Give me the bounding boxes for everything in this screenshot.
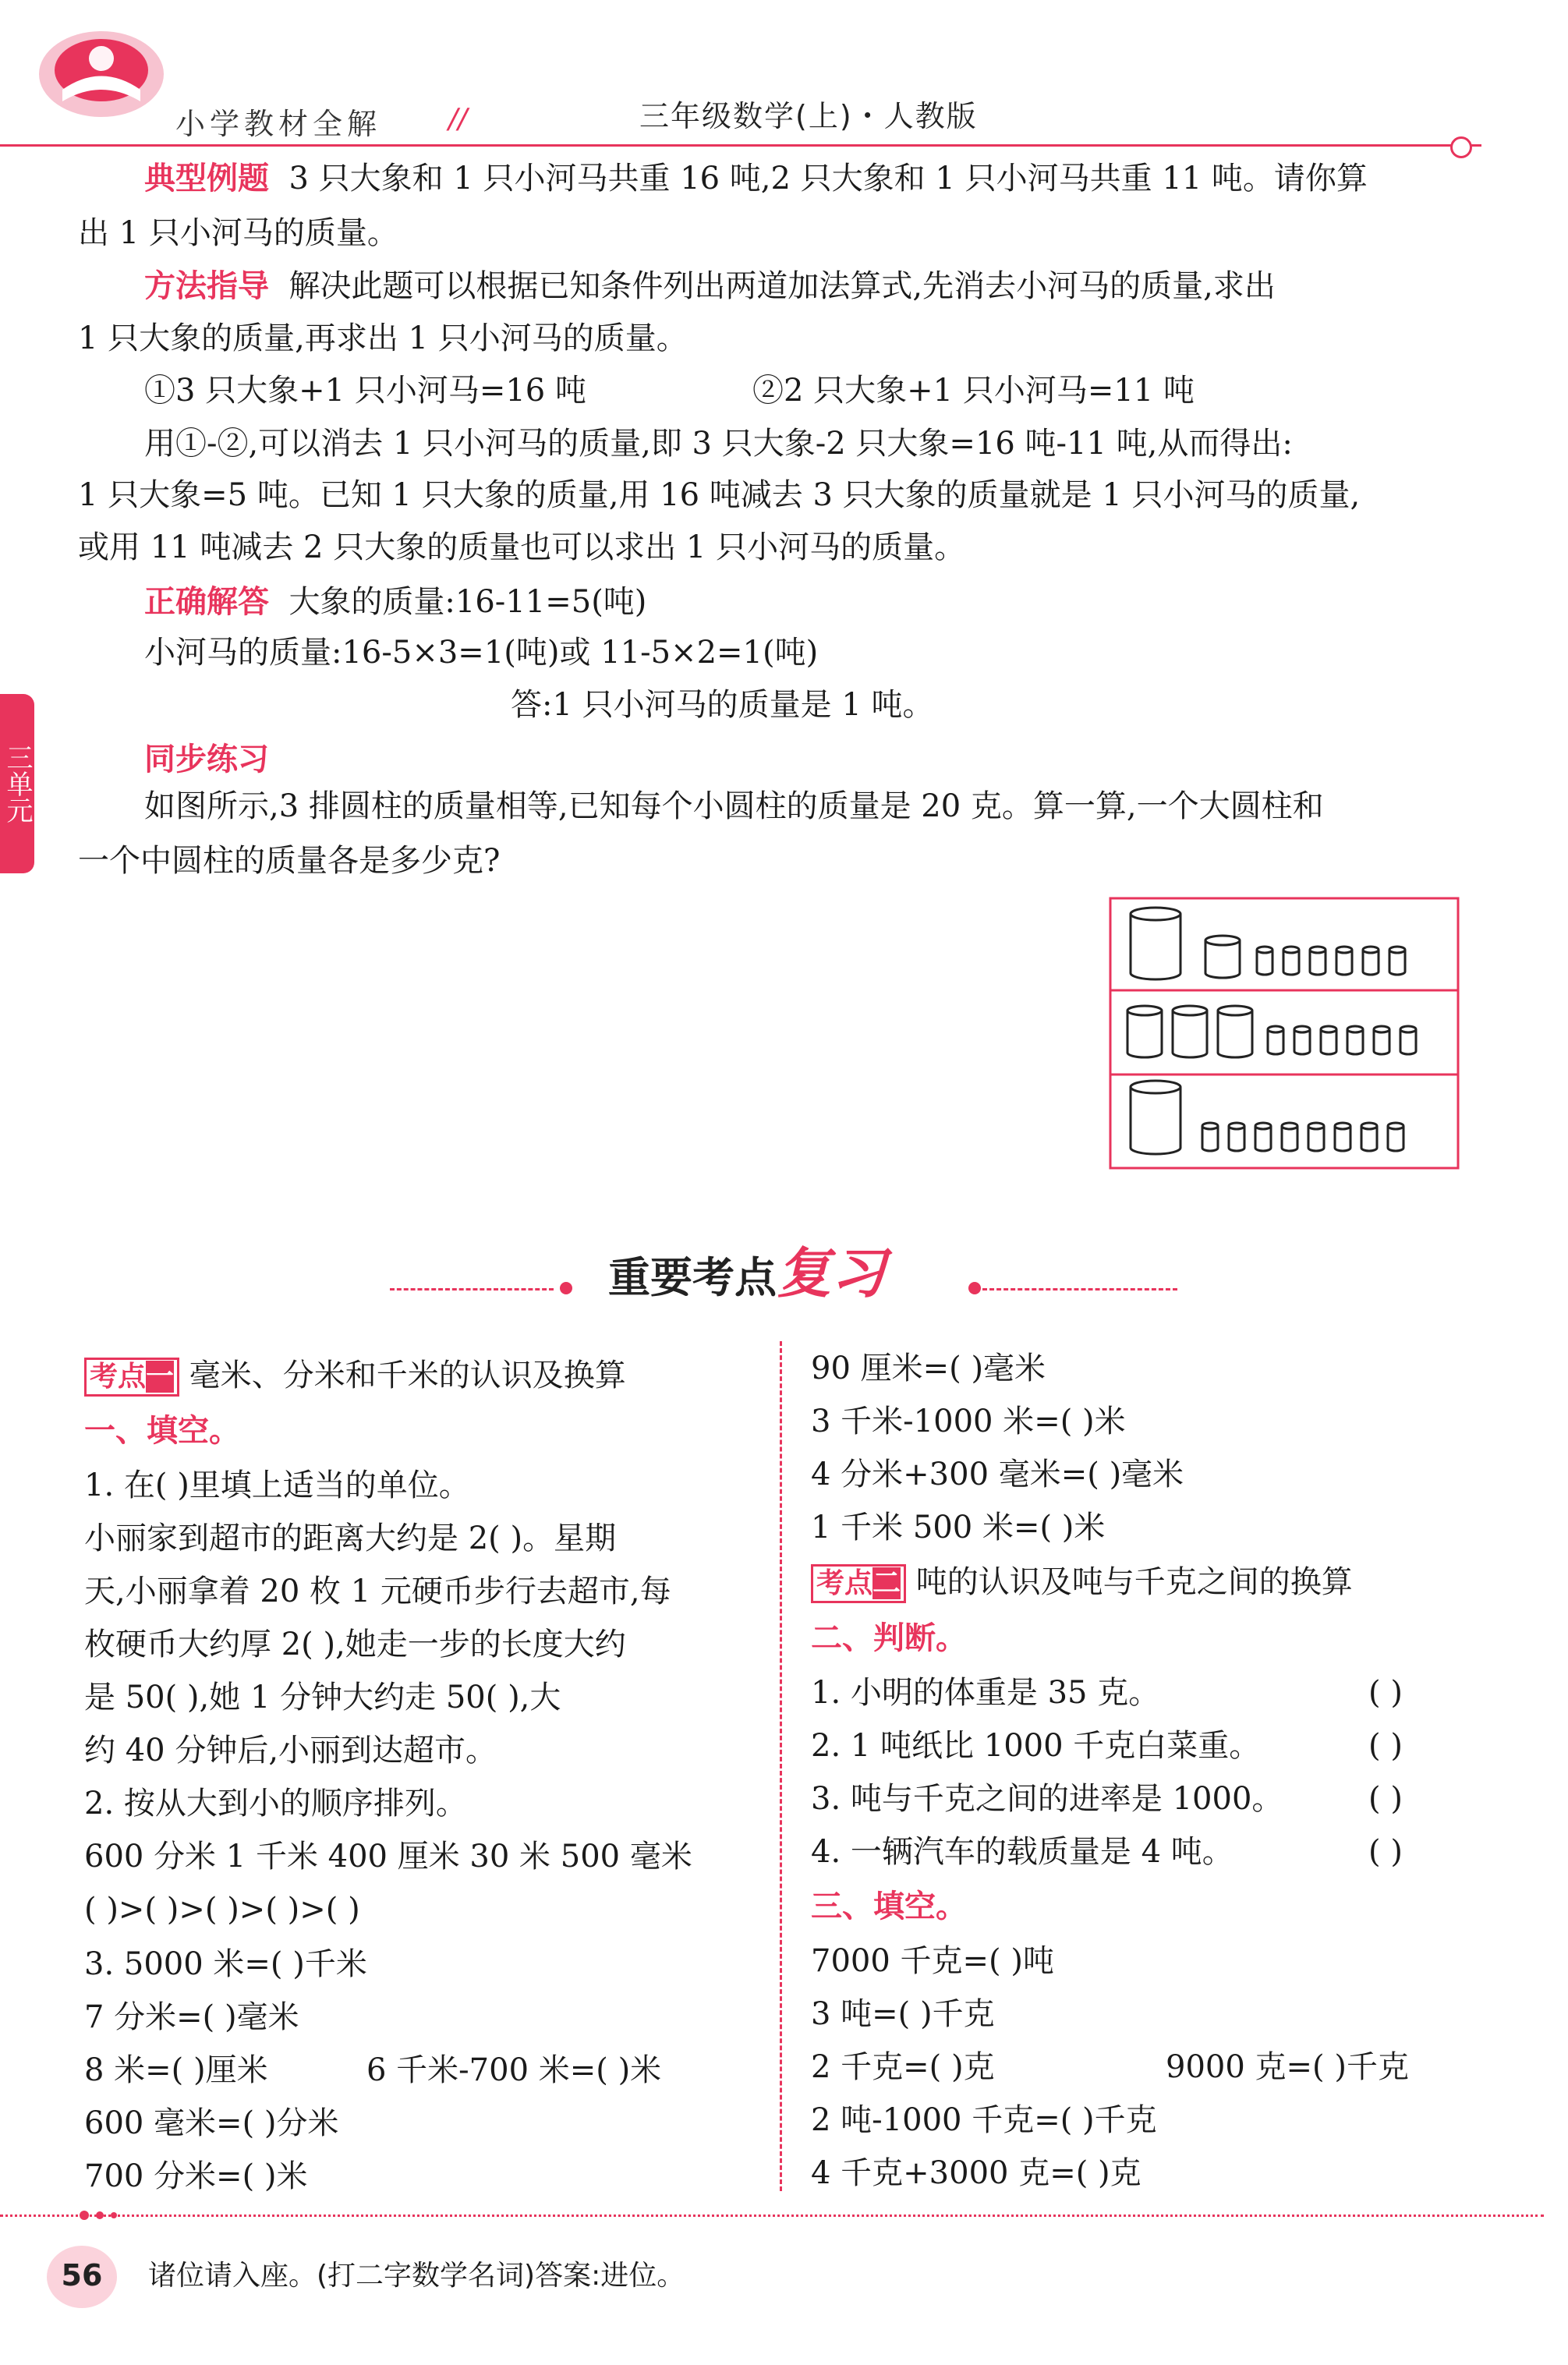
judge-bracket-1[interactable]: ( ) <box>1368 1675 1403 1711</box>
header-logo <box>31 16 172 125</box>
example-label: 典型例题 <box>144 161 269 196</box>
footer-rule <box>0 2215 1544 2217</box>
left-section1-title: 一、填空。 <box>84 1413 240 1449</box>
header-series: 小学教材全解 <box>175 107 382 141</box>
method-eq1: ①3 只大象+1 只小河马=16 吨 <box>144 373 586 409</box>
judge-bracket-4[interactable]: ( ) <box>1368 1834 1403 1870</box>
left-q3-line1: 7 分米=( )毫米 <box>84 1999 299 2035</box>
banner-dot-left-icon <box>560 1282 572 1294</box>
right-r4: 1 千米 500 米=( )米 <box>811 1510 1106 1545</box>
kaodian2-heading <box>811 1560 1353 1605</box>
left-q1-line4: 是 50( ),她 1 分钟大约走 50( ),大 <box>84 1680 561 1715</box>
cylinder-figure <box>1109 897 1460 1170</box>
answer-line2: 小河马的质量:16-5×3=1(吨)或 11-5×2=1(吨) <box>144 635 819 671</box>
banner-dotted-right <box>982 1288 1177 1290</box>
answer-line3: 答:1 只小河马的质量是 1 吨。 <box>511 687 934 723</box>
practice-line2: 一个中圆柱的质量各是多少克? <box>78 843 501 879</box>
method-eq2: ②2 只大象+1 只小河马=11 吨 <box>752 373 1195 409</box>
banner-dotted-left <box>390 1288 554 1290</box>
judge-item-1: 1. 小明的体重是 35 克。 <box>811 1675 1160 1711</box>
right-f4: 2 吨-1000 千克=( )千克 <box>811 2102 1157 2138</box>
small-cylinders-row1 <box>1257 947 1405 975</box>
header-slash-icon: // <box>448 103 468 135</box>
kaodian1-badge: 考点一 <box>84 1358 179 1397</box>
banner-title <box>608 1230 886 1308</box>
example-text: 3 只大象和 1 只小河马共重 16 吨,2 只大象和 1 只小河马共重 11 吨。请你算 <box>288 161 1368 196</box>
right-f3b: 9000 克=( )千克 <box>1166 2049 1409 2085</box>
practice-line1: 如图所示,3 排圆柱的质量相等,已知每个小圆柱的质量是 20 克。算一算,一个大圆柱和 <box>144 788 1324 824</box>
left-q3: 3. 5000 米=( )千米 <box>84 1946 367 1982</box>
left-q2-items: 600 分米 1 千米 400 厘米 30 米 500 毫米 <box>84 1839 692 1875</box>
left-q2: 2. 按从大到小的顺序排列。 <box>84 1786 467 1822</box>
medium-cylinder-icon <box>1205 936 1240 978</box>
left-q3-line2b: 6 千米-700 米=( )米 <box>366 2052 662 2088</box>
left-q1-line2: 天,小丽拿着 20 枚 1 元硬币步行去超市,每 <box>84 1574 671 1609</box>
method-line3: 用①-②,可以消去 1 只小河马的质量,即 3 只大象-2 只大象=16 吨-11 吨,从而得出: <box>144 426 1293 462</box>
method-line2: 1 只大象的质量,再求出 1 只小河马的质量。 <box>78 320 688 356</box>
example-line1 <box>144 156 1368 201</box>
practice-label: 同步练习 <box>144 742 269 777</box>
cylinder-diagram <box>1109 897 1460 1170</box>
right-f1: 7000 千克=( )吨 <box>811 1943 1054 1979</box>
right-r3: 4 分米+300 毫米=( )毫米 <box>811 1457 1184 1492</box>
judge-item-4: 4. 一辆汽车的载质量是 4 吨。 <box>811 1834 1234 1870</box>
judge-bracket-2[interactable]: ( ) <box>1368 1728 1403 1764</box>
left-q3-line3: 600 毫米=( )分米 <box>84 2105 339 2141</box>
page-number: 56 <box>61 2258 103 2292</box>
method-text: 解决此题可以根据已知条件列出两道加法算式,先消去小河马的质量,求出 <box>288 268 1276 304</box>
kaodian1-title: 毫米、分米和千米的认识及换算 <box>189 1358 626 1393</box>
answer-text: 大象的质量:16-11=5(吨) <box>288 584 647 620</box>
footer-riddle: 诸位请入座。(打二字数学名词)答案:进位。 <box>148 2260 685 2292</box>
kaodian1-heading <box>84 1353 626 1398</box>
small-cylinders-row2 <box>1268 1026 1416 1054</box>
big-cylinder-icon <box>1131 908 1180 979</box>
method-line4: 1 只大象=5 吨。已知 1 只大象的质量,用 16 吨减去 3 只大象的质量就是 1 只小河马的质量, <box>78 477 1361 513</box>
banner-title-part2: 复习 <box>777 1241 886 1305</box>
left-q3-line4: 700 分米=( )米 <box>84 2158 308 2194</box>
header-rule-dot <box>1450 136 1472 158</box>
column-divider <box>780 1341 782 2191</box>
left-q3-line2a: 8 米=( )厘米 <box>84 2052 268 2088</box>
kaodian2-badge: 考点二 <box>811 1564 906 1603</box>
banner-title-part1: 重要考点 <box>608 1253 777 1302</box>
example-line2: 出 1 只小河马的质量。 <box>78 215 398 251</box>
header-rule <box>0 144 1481 147</box>
left-q1-line3: 枚硬币大约厚 2( ),她走一步的长度大约 <box>84 1627 626 1662</box>
answer-label: 正确解答 <box>144 584 269 620</box>
small-cylinders-row3 <box>1202 1123 1403 1151</box>
judge-item-3: 3. 吨与千克之间的进率是 1000。 <box>811 1781 1283 1817</box>
unit-side-tab: 三单元 <box>0 694 34 873</box>
method-line5: 或用 11 吨减去 2 只大象的质量也可以求出 1 只小河马的质量。 <box>78 529 966 565</box>
judge-item-2: 2. 1 吨纸比 1000 千克白菜重。 <box>811 1728 1261 1764</box>
left-q2-blanks: ( )>( )>( )>( )>( ) <box>84 1892 360 1928</box>
medium-cylinders-row2 <box>1127 1006 1252 1057</box>
method-line1 <box>144 264 1276 309</box>
footer-rule-dots-icon <box>78 2208 125 2222</box>
left-q1: 1. 在( )里填上适当的单位。 <box>84 1468 470 1503</box>
answer-line1 <box>144 579 646 625</box>
method-label: 方法指导 <box>144 268 269 304</box>
left-q1-line5: 约 40 分钟后,小丽到达超市。 <box>84 1733 497 1768</box>
right-r2: 3 千米-1000 米=( )米 <box>811 1404 1126 1439</box>
right-r1: 90 厘米=( )毫米 <box>811 1351 1046 1386</box>
review-banner <box>390 1220 1177 1306</box>
left-q1-line1: 小丽家到超市的距离大约是 2( )。星期 <box>84 1521 617 1556</box>
big-cylinder-row3-icon <box>1131 1081 1180 1154</box>
kaodian2-title: 吨的认识及吨与千克之间的换算 <box>915 1564 1353 1600</box>
header-title: 三年级数学(上)・人教版 <box>639 99 978 133</box>
judge-bracket-3[interactable]: ( ) <box>1368 1781 1403 1817</box>
right-f3a: 2 千克=( )克 <box>811 2049 995 2085</box>
right-f5: 4 千克+3000 克=( )克 <box>811 2155 1141 2191</box>
banner-dot-right-icon <box>968 1282 981 1294</box>
right-section3-title: 三、填空。 <box>811 1889 967 1924</box>
right-section2-title: 二、判断。 <box>811 1620 967 1656</box>
right-f2: 3 吨=( )千克 <box>811 1996 995 2032</box>
